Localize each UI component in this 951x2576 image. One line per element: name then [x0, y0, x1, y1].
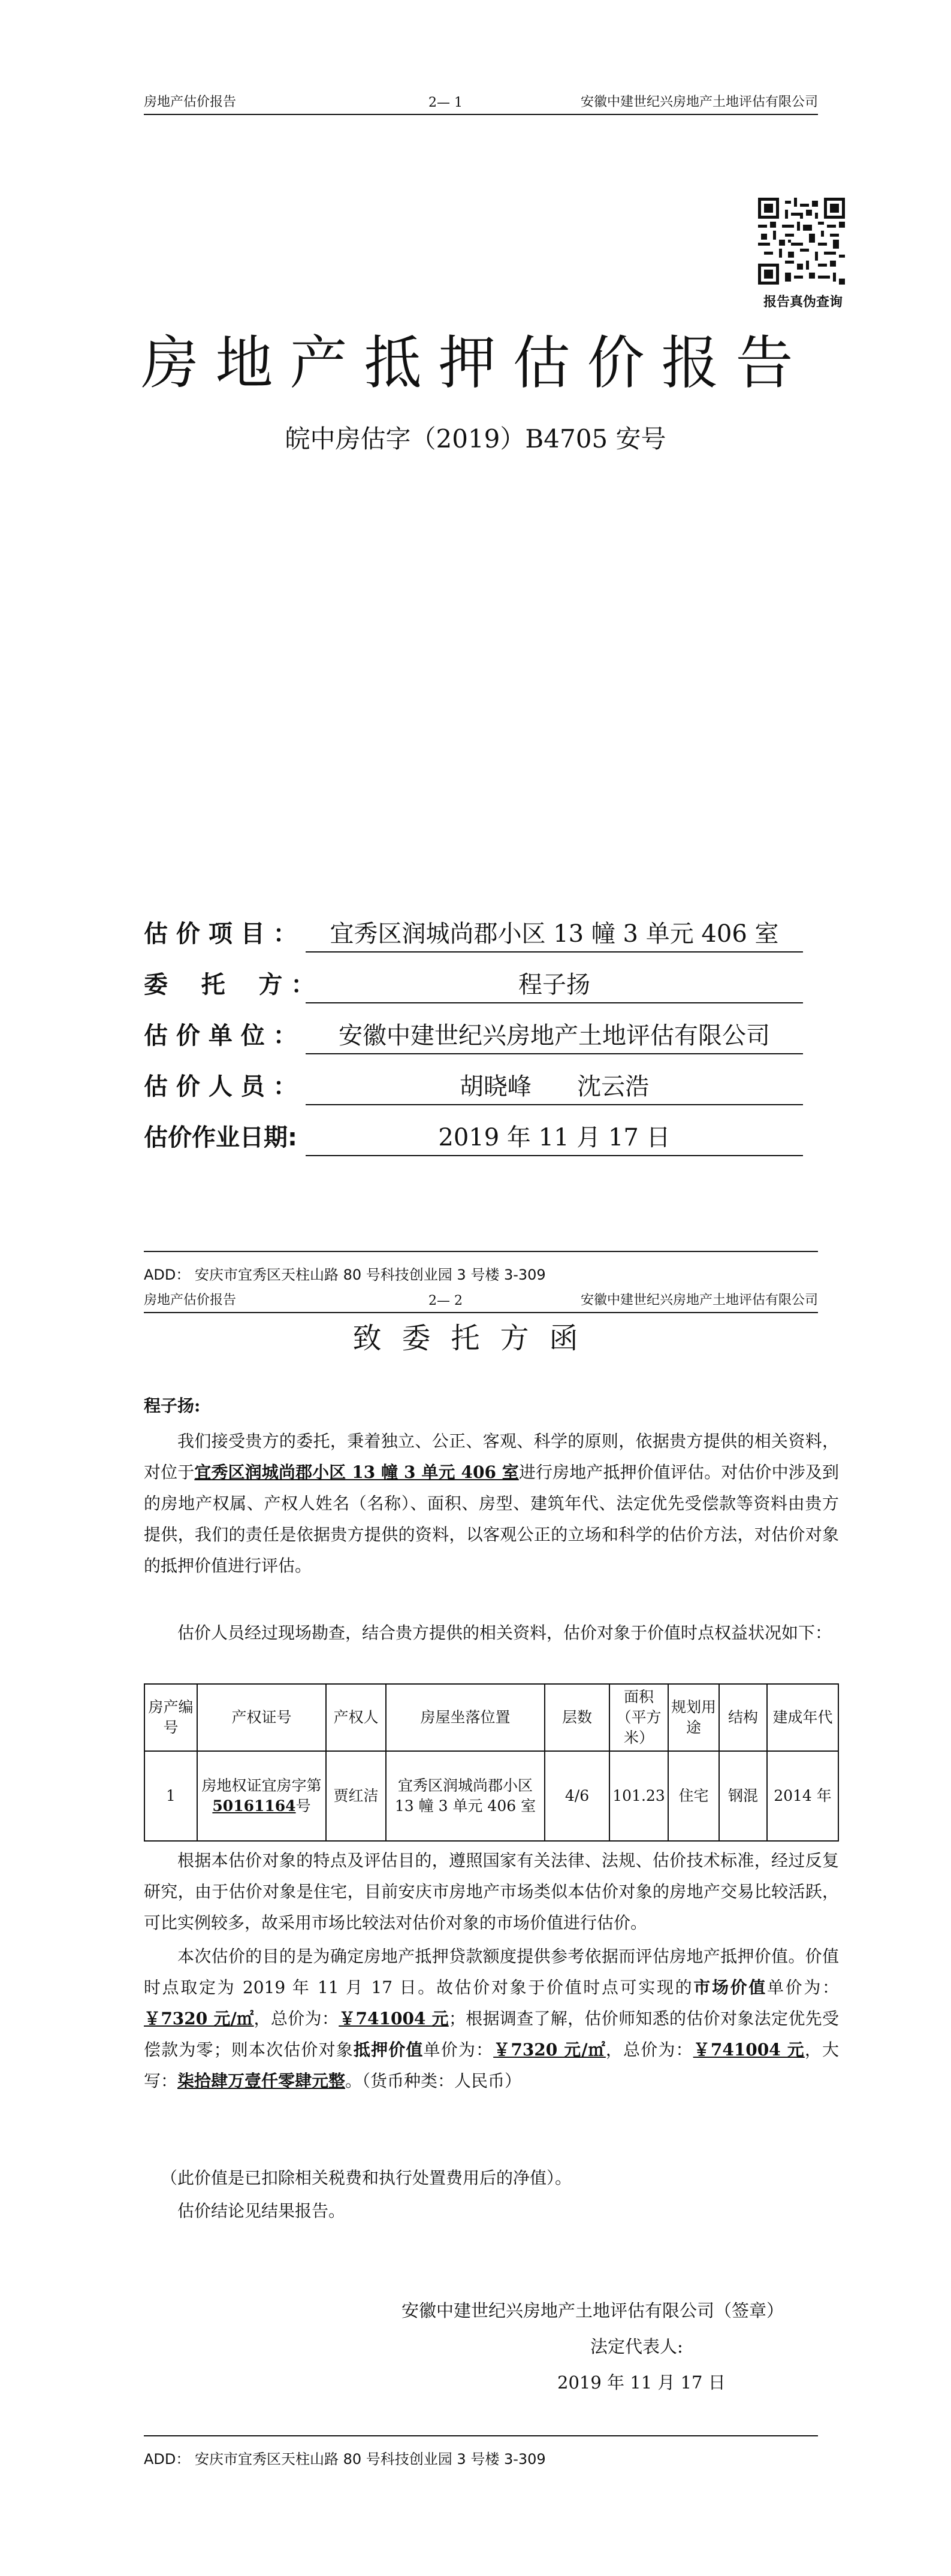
letter-salutation: 程子扬: — [144, 1396, 201, 1416]
th-floors: 层数 — [545, 1684, 609, 1751]
field-date-value: 2019 年 11 月 17 日 — [306, 1118, 803, 1156]
td-owner: 贾红洁 — [326, 1751, 386, 1841]
p4-t3: ，总价为： — [253, 2009, 339, 2028]
p4-t1: 本次估价的目的是为确定房地产抵押贷款额度提供参考依据而评估房地产抵押价值。价值时点取定为 2019 年 11 月 17 日。故估价对象于价值时点可实现的 — [144, 1946, 839, 1997]
paragraph-5: （此价值是已扣除相关税费和执行处置费用后的净值）。 — [161, 2168, 572, 2188]
table-row — [144, 1751, 838, 1841]
paragraph-3: 根据本估价对象的特点及评估目的，遵照国家有关法律、法规、估价技术标准，经过反复研究，由于估价对象是住宅，目前安庆市房地产市场类似本估价对象的房地产交易比较活跃，可比实例较多，故采用市场比较法对估价对象的市场价值进行估价。 — [144, 1851, 839, 1933]
th-cert: 产权证号 — [197, 1684, 326, 1751]
header-page-number: 2— 1 — [428, 95, 463, 110]
td-year: 2014 年 — [767, 1751, 838, 1841]
paragraph-2: 估价人员经过现场勘查，结合贵方提供的相关资料，估价对象于价值时点权益状况如下： — [177, 1623, 832, 1643]
page1-footer — [144, 1251, 818, 1284]
header-report-name-2: 房地产估价报告 — [144, 1293, 237, 1308]
field-date-label: 估价作业日期: — [144, 1124, 297, 1151]
th-year: 建成年代 — [767, 1684, 838, 1751]
letter-title: 致委托方函 — [352, 1322, 599, 1355]
field-client-label: 委 托 方 ： — [144, 971, 315, 999]
p4-uppercase-amount: 柒拾肆万壹仟零肆元整 — [177, 2071, 346, 2091]
table-header-row — [144, 1684, 838, 1751]
signature-company: 安徽中建世纪兴房地产土地评估有限公司（签章） — [401, 2300, 784, 2321]
field-company-value: 安徽中建世纪兴房地产土地评估有限公司 — [306, 1017, 803, 1054]
page2-footer — [144, 2435, 818, 2468]
page2-header — [144, 1288, 818, 1313]
p4-t6: ，总价为： — [605, 2040, 693, 2060]
p4-t4: ；根据调查了解，估价师知悉的估价对象法定优先受偿款为零；则本次估价对象 — [144, 2009, 839, 2060]
td-use: 住宅 — [668, 1751, 719, 1841]
field-company-label: 估 价 单 位 ： — [144, 1022, 297, 1050]
header-report-name: 房地产估价报告 — [144, 95, 237, 110]
signature-legal-rep: 法定代表人: — [590, 2336, 683, 2357]
p4-unit-price: ￥7320 元/㎡ — [144, 2009, 254, 2028]
qr-caption: 报告真伪查询 — [763, 295, 843, 310]
td-floors: 4/6 — [545, 1751, 609, 1841]
th-area: 面积（平方米） — [609, 1684, 668, 1751]
p4-total-price-2: ￥741004 元 — [693, 2040, 805, 2060]
td-area: 101.23 — [609, 1751, 668, 1841]
cert-prefix: 房地权证宜房字第 — [201, 1777, 322, 1794]
header-page-number-2: 2— 2 — [428, 1293, 463, 1308]
field-project-value: 宜秀区润城尚郡小区 13 幢 3 单元 406 室 — [306, 915, 803, 953]
field-appraisers-label: 估 价 人 员 ： — [144, 1073, 297, 1100]
paragraph-1 — [144, 1426, 839, 1582]
th-owner: 产权人 — [326, 1684, 386, 1751]
footer-address-2: ADD： 安庆市宜秀区天柱山路 80 号科技创业园 3 号楼 3-309 — [144, 2451, 546, 2468]
paragraph-4 — [144, 1941, 839, 2097]
property-table — [144, 1683, 839, 1842]
field-client-value: 程子扬 — [306, 966, 803, 1003]
p4-t8: 。（货币种类：人民币） — [345, 2071, 522, 2091]
report-title: 房地产抵押估价报告 — [141, 329, 810, 397]
footer-address: ADD： 安庆市宜秀区天柱山路 80 号科技创业园 3 号楼 3-309 — [144, 1266, 546, 1283]
header-company-2: 安徽中建世纪兴房地产土地评估有限公司 — [580, 1293, 818, 1308]
th-use: 规划用途 — [668, 1684, 719, 1751]
cert-number: 50161164 — [212, 1797, 296, 1815]
td-structure: 钢混 — [719, 1751, 767, 1841]
td-cert — [197, 1751, 326, 1841]
p1-text-a: 我们接受贵方的委托，秉着独立、公正、客观、科学的原则，依据贵方提供的相关资料，对位于 — [144, 1431, 839, 1482]
paragraph-6: 估价结论见结果报告。 — [177, 2201, 346, 2221]
p4-unit-price-2: ￥7320 元/㎡ — [493, 2040, 606, 2060]
field-project-label: 估 价 项 目 ： — [144, 920, 297, 948]
td-location: 宜秀区润城尚郡小区 13 幢 3 单元 406 室 — [386, 1751, 545, 1841]
p4-t5: 单价为： — [423, 2040, 494, 2060]
p4-t2: 单价为： — [766, 1978, 839, 1997]
p4-market-value-label: 市场价值 — [693, 1978, 767, 1997]
p1-address: 宜秀区润城尚郡小区 13 幢 3 单元 406 室 — [194, 1462, 519, 1482]
cert-suffix: 号 — [295, 1797, 311, 1815]
th-no: 房产编号 — [144, 1684, 197, 1751]
header-company: 安徽中建世纪兴房地产土地评估有限公司 — [580, 95, 818, 110]
page1-header — [144, 90, 818, 115]
p4-mortgage-value-label: 抵押价值 — [353, 2040, 424, 2060]
report-reference-number: 皖中房估字（2019）B4705 安号 — [285, 424, 666, 453]
p1-text-b: 进行房地产抵押价值评估。对估价中涉及到的房地产权属、产权人姓名（名称）、面积、房型、建筑年代、法定优先受偿款等资料由贵方提供，我们的责任是依据贵方提供的资料，以客观公正的立场和科学的估价方法，对估价对象的抵押价值进行评估。 — [144, 1462, 839, 1576]
signature-date: 2019 年 11 月 17 日 — [557, 2372, 726, 2393]
td-no: 1 — [144, 1751, 197, 1841]
p4-total-price: ￥741004 元 — [339, 2009, 449, 2028]
qr-code-icon[interactable] — [758, 198, 845, 285]
th-location: 房屋坐落位置 — [386, 1684, 545, 1751]
th-structure: 结构 — [719, 1684, 767, 1751]
field-appraisers-value: 胡晓峰 沈云浩 — [306, 1068, 803, 1105]
p4-t7: ，大写： — [144, 2040, 839, 2091]
